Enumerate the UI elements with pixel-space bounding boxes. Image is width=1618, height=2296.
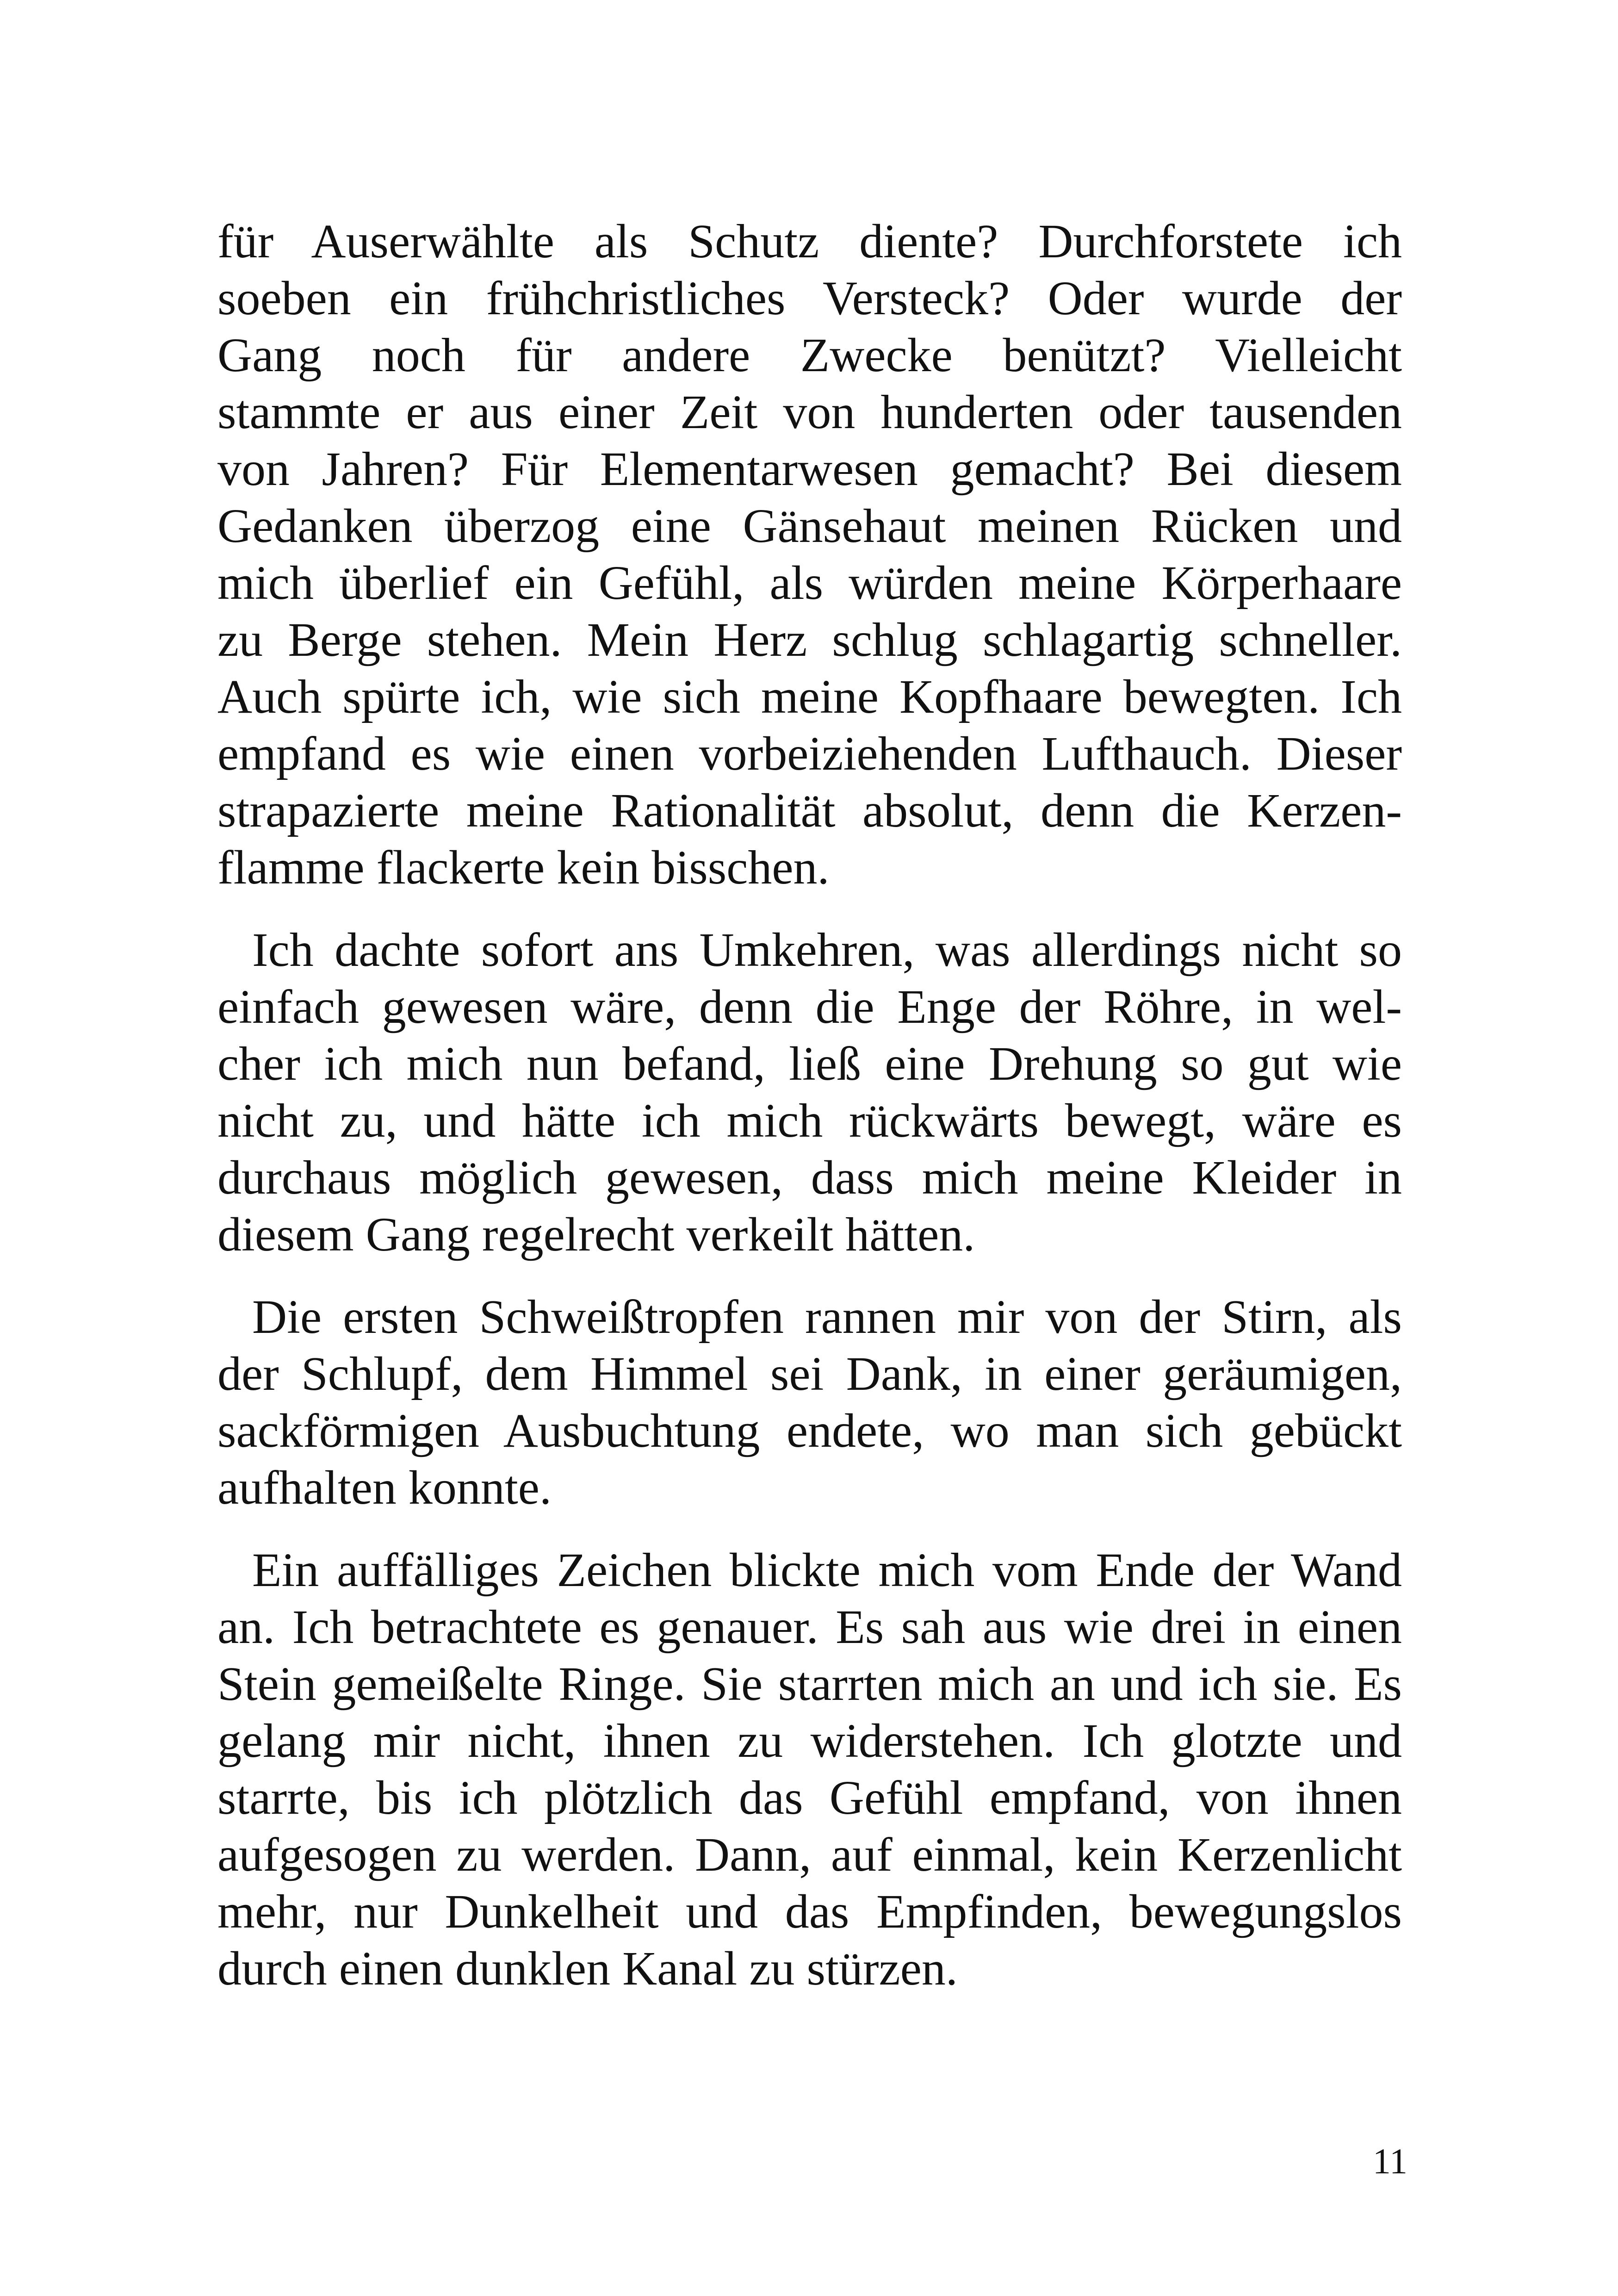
text-line: aufhalten konnte.: [217, 1461, 552, 1514]
text-line: Stein gemeißelte Ringe. Sie starrten mich an und ich sie. Es: [217, 1657, 1402, 1711]
paragraph-3: [217, 1288, 1402, 1516]
text-line: mehr, nur Dunkelheit und das Empfinden, bewegungslos: [217, 1885, 1402, 1938]
text-line: Auch spürte ich, wie sich meine Kopfhaare bewegten. Ich: [217, 670, 1402, 723]
text-line: Die ersten Schweißtropfen rannen mir von der Stirn, als: [252, 1290, 1402, 1344]
text-line: an. Ich betrachtete es genauer. Es sah aus wie drei in einen: [217, 1600, 1402, 1654]
text-line: gelang mir nicht, ihnen zu widerstehen. Ich glotzte und: [217, 1714, 1402, 1767]
page-body: [217, 213, 1402, 1997]
text-line: Gedanken überzog eine Gänsehaut meinen Rücken und: [217, 499, 1402, 553]
text-line: empfand es wie einen vorbeiziehenden Lufthauch. Dieser: [217, 727, 1402, 780]
text-line: durchaus möglich gewesen, dass mich meine Kleider in: [217, 1151, 1402, 1204]
paragraph-1: [217, 213, 1402, 896]
text-line: starrte, bis ich plötzlich das Gefühl empfand, von ihnen: [217, 1771, 1402, 1824]
text-line: sackförmigen Ausbuchtung endete, wo man sich gebückt: [217, 1404, 1402, 1457]
paragraph-2: [217, 921, 1402, 1263]
paragraph-4: [217, 1542, 1402, 1997]
text-line: Gang noch für andere Zwecke benützt? Vielleicht: [217, 329, 1402, 382]
text-line: Ich dachte sofort ans Umkehren, was allerdings nicht so: [252, 923, 1402, 977]
text-line: zu Berge stehen. Mein Herz schlug schlagartig schneller.: [217, 613, 1402, 666]
page-number: 11: [1372, 2141, 1407, 2181]
text-line: flamme flackerte kein bisschen.: [217, 841, 830, 894]
text-line: der Schlupf, dem Himmel sei Dank, in einer geräumigen,: [217, 1347, 1402, 1400]
text-line: Ein auffälliges Zeichen blickte mich vom Ende der Wand: [252, 1543, 1402, 1597]
text-line: strapazierte meine Rationalität absolut, denn die Kerzen-: [217, 784, 1402, 837]
text-line: stammte er aus einer Zeit von hunderten oder tausenden: [217, 386, 1402, 439]
text-line: durch einen dunklen Kanal zu stürzen.: [217, 1942, 958, 1995]
text-line: soeben ein frühchristliches Versteck? Oder wurde der: [217, 272, 1402, 325]
text-line: von Jahren? Für Elementarwesen gemacht? Bei diesem: [217, 442, 1402, 496]
text-line: cher ich mich nun befand, ließ eine Drehung so gut wie: [217, 1037, 1402, 1090]
text-line: aufgesogen zu werden. Dann, auf einmal, kein Kerzenlicht: [217, 1828, 1402, 1881]
text-line: für Auserwählte als Schutz diente? Durchforstete ich: [217, 215, 1402, 268]
text-line: einfach gewesen wäre, denn die Enge der Röhre, in wel-: [217, 980, 1402, 1033]
text-line: diesem Gang regelrecht verkeilt hätten.: [217, 1208, 975, 1261]
text-line: nicht zu, und hätte ich mich rückwärts bewegt, wäre es: [217, 1094, 1402, 1147]
text-line: mich überlief ein Gefühl, als würden meine Körperhaare: [217, 556, 1402, 610]
